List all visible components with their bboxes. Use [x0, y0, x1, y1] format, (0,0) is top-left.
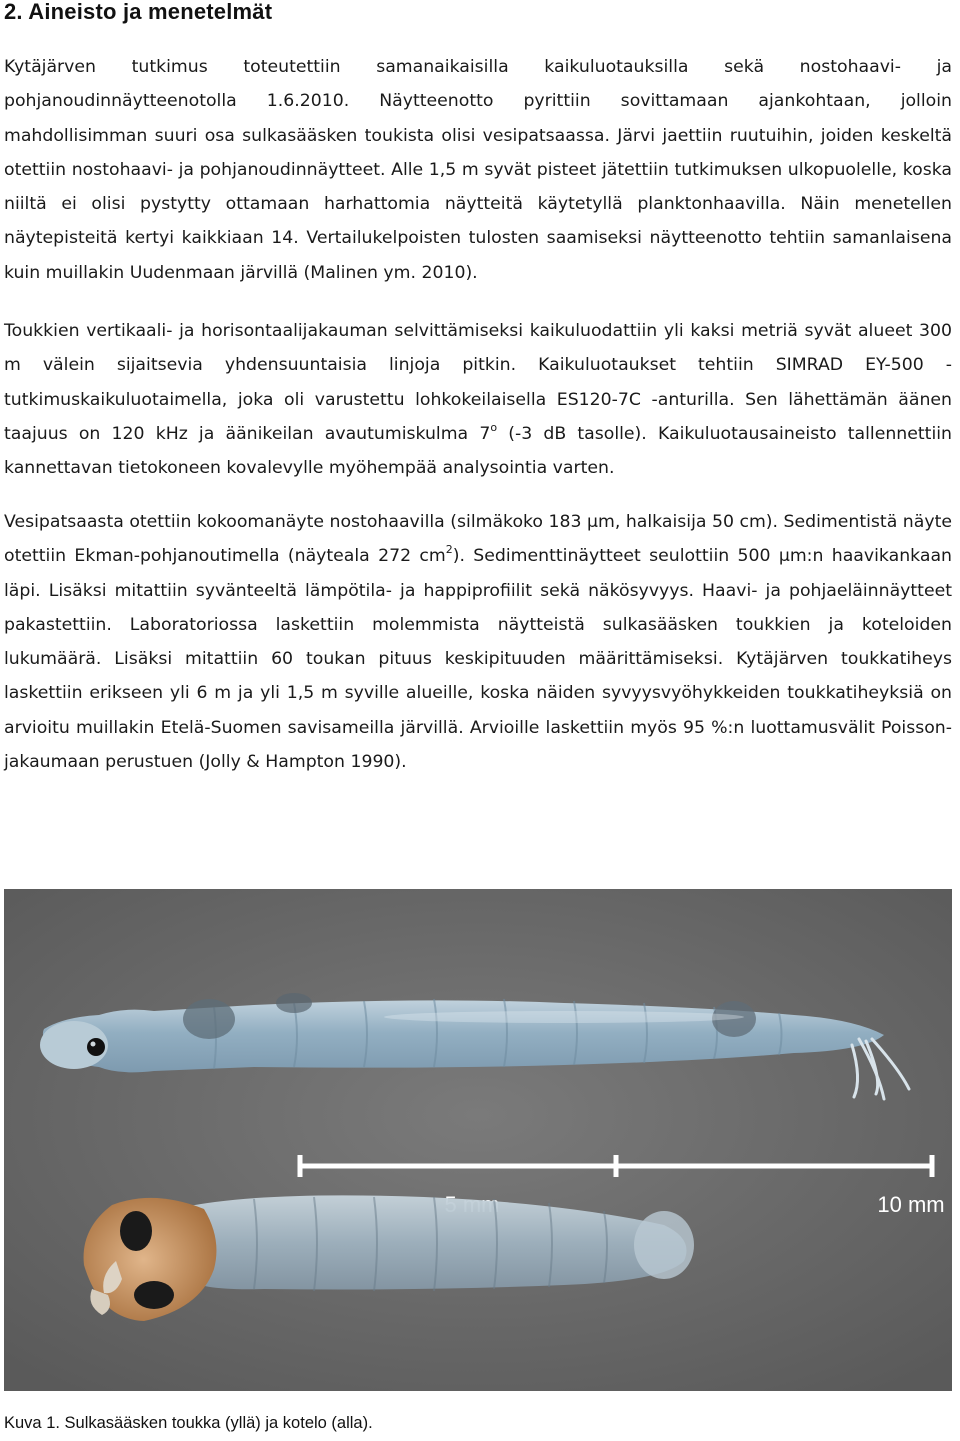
paragraph-echosounding [4, 314, 952, 485]
degree-superscript: o [490, 420, 498, 434]
figure-caption: Kuva 1. Sulkasääsken toukka (yllä) ja kotelo (alla). [4, 1414, 373, 1432]
section-heading: 2. Aineisto ja menetelmät [4, 0, 273, 24]
scale-label-10mm: 10 mm [877, 1192, 945, 1217]
paragraph-sampling: Kytäjärven tutkimus toteutettiin samanaikaisilla kaikuluotauksilla sekä nostohaavi- ja pohjanoudinnäytteenotolla 1.6.2010. Näytteenotto pyrittiin sovittamaan ajankohtaan, jolloin mahdollisimman suuri osa sulkasääsken toukista olisi vesipatsaassa. Järvi jaettiin ruutuihin, joiden keskeltä otettiin nostohaavi- ja pohjanoudinnäytteet. Alle 1,5 m syvät pisteet jätettiin tutkimuksen ulkopuolelle, koska niiltä ei olisi pystytty ottamaan harhattomia näytteitä käytetyllä planktonhaavilla. Näin menetellen näytepisteitä kertyi kaikkiaan 14. Vertailukelpoisten tulosten saamiseksi näytteenotto tehtiin samanlaisena kuin muillakin Uudenmaan järvillä (Malinen ym. 2010). [4, 57, 952, 283]
paragraph-echosounding-text-b: (-3 dB tasolle). Kaikuluotausaineisto tallennettiin kannettavan tietokoneen kovalevylle myöhempää analysointia varten. [4, 423, 953, 479]
area-unit-superscript: 2 [445, 543, 453, 557]
paragraph-echosounding-text-a: Toukkien vertikaali- ja horisontaalijakauman selvittämiseksi kaikuluodattiin yli kaksi metriä syvät alueet 300 m välein sijaitsevia yhdensuuntaisia linjoja pitkin. Kaikuluotaukset tehtiin SIMRAD EY-500 -tutkimuskaikuluotaimella, joka oli varustettu lohkokeilaisella ES120-7C -anturilla. Sen lähettämän äänen taajuus on 120 kHz ja äänikeilan avautumiskulma 7 [4, 321, 952, 444]
paragraph-sample-processing-text-b: ). Sedimenttinäytteet seulottiin 500 µm:n haavikankaan läpi. Lisäksi mitattiin syvänteeltä lämpötila- ja happiprofiilit sekä näkösyvyys. Haavi- ja pohjaeläinnäytteet pakastettiin. Laboratoriossa laskettiin molemmista näytteistä sulkasääsken toukkien ja koteloiden lukumäärä. Lisäksi mitattiin 60 toukan pituus keskipituuden määrittämiseksi. Kytäjärven toukkatiheys laskettiin erikseen yli 6 m ja yli 1,5 m syville alueille, koska näiden syvyysvyöhykkeiden toukkatiheyksiä on arvioitu muillakin Etelä-Suomen savisameilla järvillä. Arvioille laskettiin myös 95 %:n luottamusvälit Poisson-jakaumaan perustuen (Jolly & Hampton 1990). [4, 546, 953, 773]
figure-larva-pupa-photo [4, 889, 952, 1391]
paragraph-sample-processing [4, 505, 952, 779]
paragraph-sample-processing-text-a: Vesipatsaasta otettiin kokoomanäyte nostohaavilla (silmäkoko 183 µm, halkaisija 50 cm). Sedimentistä näyte otettiin Ekman-pohjanoutimella (näyteala 272 cm [4, 512, 952, 567]
